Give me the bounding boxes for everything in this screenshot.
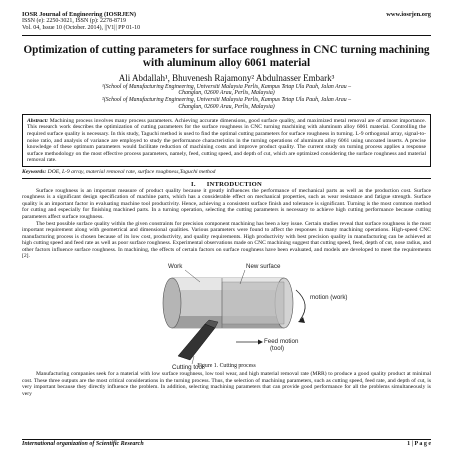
affiliation-line: Changlun, 02600 Arau, Perlis, Malaysia)	[178, 90, 275, 97]
body-paragraph-3: Manufacturing companies seek for a material with low surface roughness, low tool wear, and high material removal rate (MRR) to produce a good quality product at minimal cost. These three outputs are the most critical considerations in the turning process. Thus, the selection of machining parameters, such as cutting speed, feed rate, and depth of cut, is very important because they directly influence the problem. In addition, selecting machining parameters that can provide good performance for all the problems simultaneously is very	[22, 371, 431, 397]
page-header	[22, 0, 431, 33]
paper-title: Optimization of cutting parameters for surface roughness in CNC turning machining with aluminum alloy 6061 material	[23, 43, 430, 69]
issn-line: ISSN (e): 2250-3021, ISSN (p): 2278-8719	[22, 18, 126, 25]
section-number: I.	[191, 180, 196, 188]
intro-paragraph-1: Surface roughness is an important measure of product quality because it greatly influences the performance of mechanical parts as well as the production cost. Surface roughness is a significant design specification of machine parts, which has a considerable effect on mechanical properties, such as wear resistance and fatigue strength. Surface quality is an important factor in evaluating machine tool productivity. Hence, achieving a consistent surface finish and tolerance is significant. Turning is the most common method for cutting and especially for finishing machined parts. In a turning operation, selecting the cutting parameters is necessary to achieve high cutting performance because cutting parameters affect surface roughness.	[22, 187, 431, 220]
journal-name: IOSR Journal of Engineering (IOSRJEN)	[22, 11, 136, 18]
keywords	[22, 169, 431, 176]
affiliation-line: ¹(School of Manufacturing Engineering, Universiti Malaysia Perlis, Kampus Tetap Ulu Pauh, Jalan Arau –	[101, 83, 352, 90]
label-feed-motion: Feed motion	[264, 338, 299, 346]
label-new-surface: New surface	[246, 263, 281, 271]
label-work: Work	[168, 263, 183, 271]
abstract-text: Machining process involves many process parameters. Achieving accurate dimensions, good surface quality, and maximized metal removal are of utmost importance. This research work describes the optimization of cutting parameters for the surface roughness in CNC turning machining with aluminum alloy 6061 material. Controlling the required surface quality is necessary. In this study, Taguchi method is used to find the optimal cutting parameters for surface roughness in turning. L-9 orthogonal array, signal-to-noise ratio, and analysis of variance are employed to study the performance characteristics in the turning operations of aluminum alloy 6061 using uncoated inserts. A precise knowledge of these optimum parameters would facilitate reduction of machining costs and improve product quality. The current study on turning process applies a response surface methodology on the most effective process parameters, namely, feed, cutting speed, and depth of cut, which are optimized considering the surface roughness and material removal rate.	[27, 117, 426, 164]
journal-info	[22, 11, 140, 33]
label-feed-motion-tool: (tool)	[270, 345, 285, 353]
journal-website[interactable]: www.iosrjen.org	[386, 11, 431, 18]
affiliation-line: ²(School of Manufacturing Engineering, Universiti Malaysia Perlis, Kampus Tetap Ulu Pauh, Jalan Arau –	[101, 97, 352, 104]
volume-line: Vol. 04, Issue 10 (October. 2014), ||V1|| PP 01-10	[22, 25, 141, 32]
affiliations	[22, 84, 431, 111]
figure-caption: Figure 1. Cutting process	[197, 363, 256, 370]
section-heading	[22, 181, 431, 188]
affiliation-line: Changlun, 02600 Arau, Perlis, Malaysia)	[178, 104, 275, 110]
page-number: 1 | P a g e	[407, 441, 431, 447]
workpiece-illustration	[163, 278, 293, 328]
keywords-text: DOE, L-9 array, material removal rate, surface roughness,Taguchi method	[46, 168, 216, 175]
intro-paragraph-2: The best possible surface quality within the given constraints for precision component machining has been a key issue. Certain studies reveal that surface roughness is the most important requirement along with geometrical and dimensional qualities. Various parameters were found to affect the responses in many machining operations. High-speed CNC manufacturing process is chosen because of its low cost, productivity, and quality requirements. High productivity with best precision quality in manufacturing can be achieved at high cutting speed and feed rate as well as poor surface roughness. Experimental observations made on CNC machining suggest that cutting speed, feed, depth of cut, nose radius, and other factors influence surface roughness. In machining, the effects of certain factors on surface roughness have been evaluated, and models are developed to meet the requirements [2].	[22, 220, 431, 260]
keywords-label: Keywords:	[22, 168, 47, 175]
rotation-arrow	[296, 290, 305, 320]
figure-cutting-process	[22, 260, 431, 372]
section-title: INTRODUCTION	[206, 180, 262, 188]
cutting-process-illustration	[22, 260, 431, 372]
header-rule	[22, 35, 431, 36]
page-footer	[22, 439, 431, 447]
footer-organization: International organization of Scientific Research	[22, 441, 144, 447]
author-list: Ali Abdallah¹, Bhuvenesh Rajamony² Abdulnasser Embark³	[118, 72, 335, 83]
abstract-box	[22, 114, 431, 167]
section-rule	[22, 178, 431, 179]
label-cutting-tool: Cutting tool	[172, 364, 204, 372]
label-motion-work: motion (work)	[310, 294, 348, 302]
abstract-label: Abstract:	[27, 117, 49, 124]
